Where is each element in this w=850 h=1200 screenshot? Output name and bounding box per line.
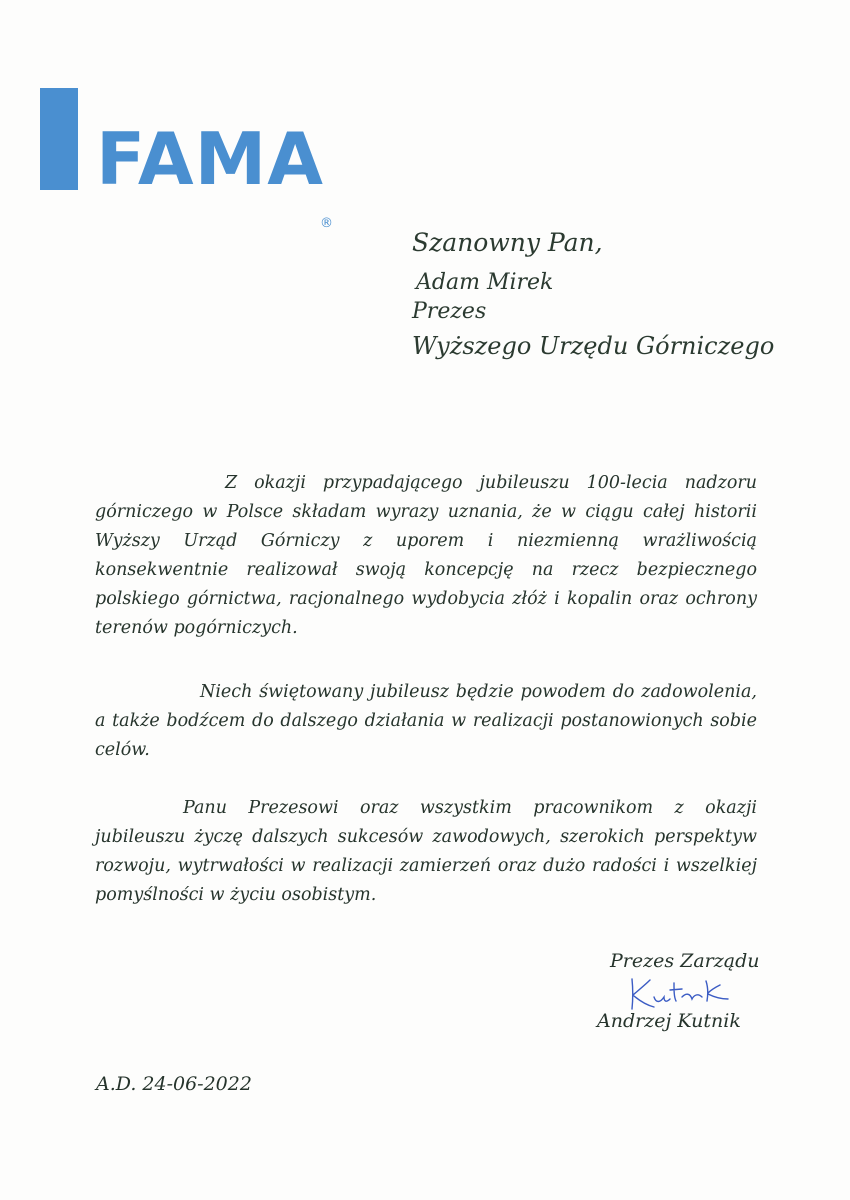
signatory-title: Prezes Zarządu <box>610 950 760 972</box>
addressee-name: Adam Mirek <box>416 270 554 295</box>
letter-paragraph-1: Z okazji przypadającego jubileuszu 100-lecia nadzoru górniczego w Polsce składam wyrazy uznania, że w ciągu całej historii Wyższy Urząd Górniczy z uporem i niezmienną wrażliwością konsekwentnie realizował swoją koncepcję na rzecz bezpiecznego polskiego górnictwa, racjonalnego wydobycia złóż i kopalin oraz ochrony terenów pogórniczych. <box>95 472 757 638</box>
letter-paragraph-2: Niech świętowany jubileusz będzie powodem do zadowolenia, a także bodźcem do dalszego działania w realizacji postanowionych sobie celów. <box>95 681 757 760</box>
addressee-organization: Wyższego Urzędu Górniczego <box>412 332 775 360</box>
logo-bar <box>40 88 78 190</box>
registered-mark: ® <box>320 216 333 231</box>
addressee-position: Prezes <box>412 299 487 324</box>
signatory-name: Andrzej Kutnik <box>597 1010 741 1032</box>
letter-date: A.D. 24-06-2022 <box>96 1073 252 1095</box>
addressee-greeting: Szanowny Pan, <box>412 228 603 257</box>
letter-paragraph-3: Panu Prezesowi oraz wszystkim pracownikom z okazji jubileuszu życzę dalszych sukcesów zawodowych, szerokich perspektyw rozwoju, wytrwałości w realizacji zamierzeń oraz dużo radości i wszelkiej pomyślności w życiu osobistym. <box>95 797 757 905</box>
fama-logo <box>40 88 340 231</box>
logo-text: FAMA <box>96 117 325 201</box>
handwritten-signature <box>624 975 734 1013</box>
